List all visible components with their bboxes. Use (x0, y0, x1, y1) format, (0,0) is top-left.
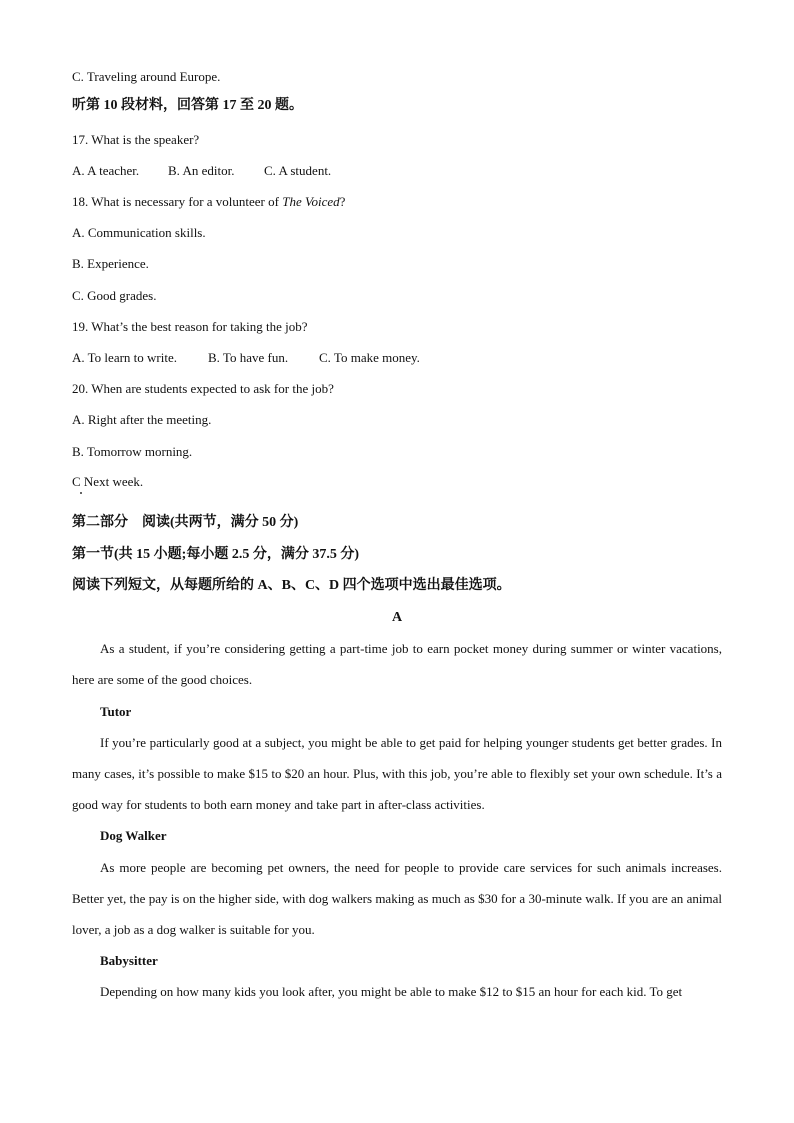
babysitter-text: Depending on how many kids you look after, you might be able to make $12 to $15 an hour for each kid. To get (100, 984, 683, 999)
q18-option-c: C. Good grades. (72, 288, 157, 303)
intro-text: As a student, if you’re considering getting a part-time job to earn pocket money during summer or winter vacations, here are some of the good choices. (72, 641, 722, 687)
dog-walker-text: As more people are becoming pet owners, the need for people to provide care services for such animals increases. Better yet, the pay is on the higher side, with dog walkers making as much as $30 for a 30-minute walk. If you are an animal lover, a job as a dog walker is suitable for you. (72, 860, 722, 937)
tutor-text: If you’re particularly good at a subject, you might be able to get paid for helping younger students get better grades. In many cases, it’s possible to make $15 to $20 an hour. Plus, with this job, you’re able to flexibly set your own schedule. It’s a good way for students to both earn money and take part in after-class activities. (72, 735, 722, 812)
q18-question (72, 194, 345, 210)
q18-title-italic: The Voiced (282, 194, 340, 209)
q20-option-c: C Next week. (72, 474, 144, 489)
q18-option-b: B. Experience. (72, 256, 149, 271)
dog-walker-paragraph (72, 852, 722, 945)
q16-option-c: C. Traveling around Europe. (72, 69, 221, 84)
stray-dot (80, 492, 82, 494)
instructions: 阅读下列短文，从每题所给的 A、B、C、D 四个选项中选出最佳选项。 (72, 578, 511, 593)
q18-option-a: A. Communication skills. (72, 225, 206, 240)
q17-question: 17. What is the speaker? (72, 132, 200, 147)
section10-header: 听第 10 段材料，回答第 17 至 20 题。 (72, 98, 303, 113)
babysitter-heading: Babysitter (100, 953, 158, 968)
q17-options (72, 163, 331, 179)
section1-title: 第一节(共 15 小题;每小题 2.5 分，满分 37.5 分) (72, 547, 359, 562)
q17-option-b: B. An editor. (168, 163, 235, 178)
part2-title: 第二部分 阅读(共两节，满分 50 分) (72, 515, 299, 530)
dog-walker-heading: Dog Walker (100, 828, 167, 843)
q20-question: 20. When are students expected to ask for the job? (72, 381, 334, 396)
passage-label: A (391, 610, 403, 625)
passage-intro (72, 633, 722, 695)
q18-question-text: 18. What is necessary for a volunteer of (72, 194, 283, 209)
q19-options (72, 350, 420, 366)
q17-option-a: A. A teacher. (72, 163, 140, 178)
q18-question-mark: ? (339, 194, 346, 209)
tutor-paragraph (72, 727, 722, 820)
q19-option-c: C. To make money. (319, 350, 420, 365)
q17-option-c: C. A student. (264, 163, 332, 178)
tutor-heading: Tutor (100, 704, 132, 719)
q20-option-a: A. Right after the meeting. (72, 412, 212, 427)
q19-option-a: A. To learn to write. (72, 350, 177, 365)
q19-option-b: B. To have fun. (208, 350, 289, 365)
q19-question: 19. What’s the best reason for taking the job? (72, 319, 308, 334)
babysitter-paragraph (72, 976, 722, 1007)
q20-option-b: B. Tomorrow morning. (72, 444, 193, 459)
